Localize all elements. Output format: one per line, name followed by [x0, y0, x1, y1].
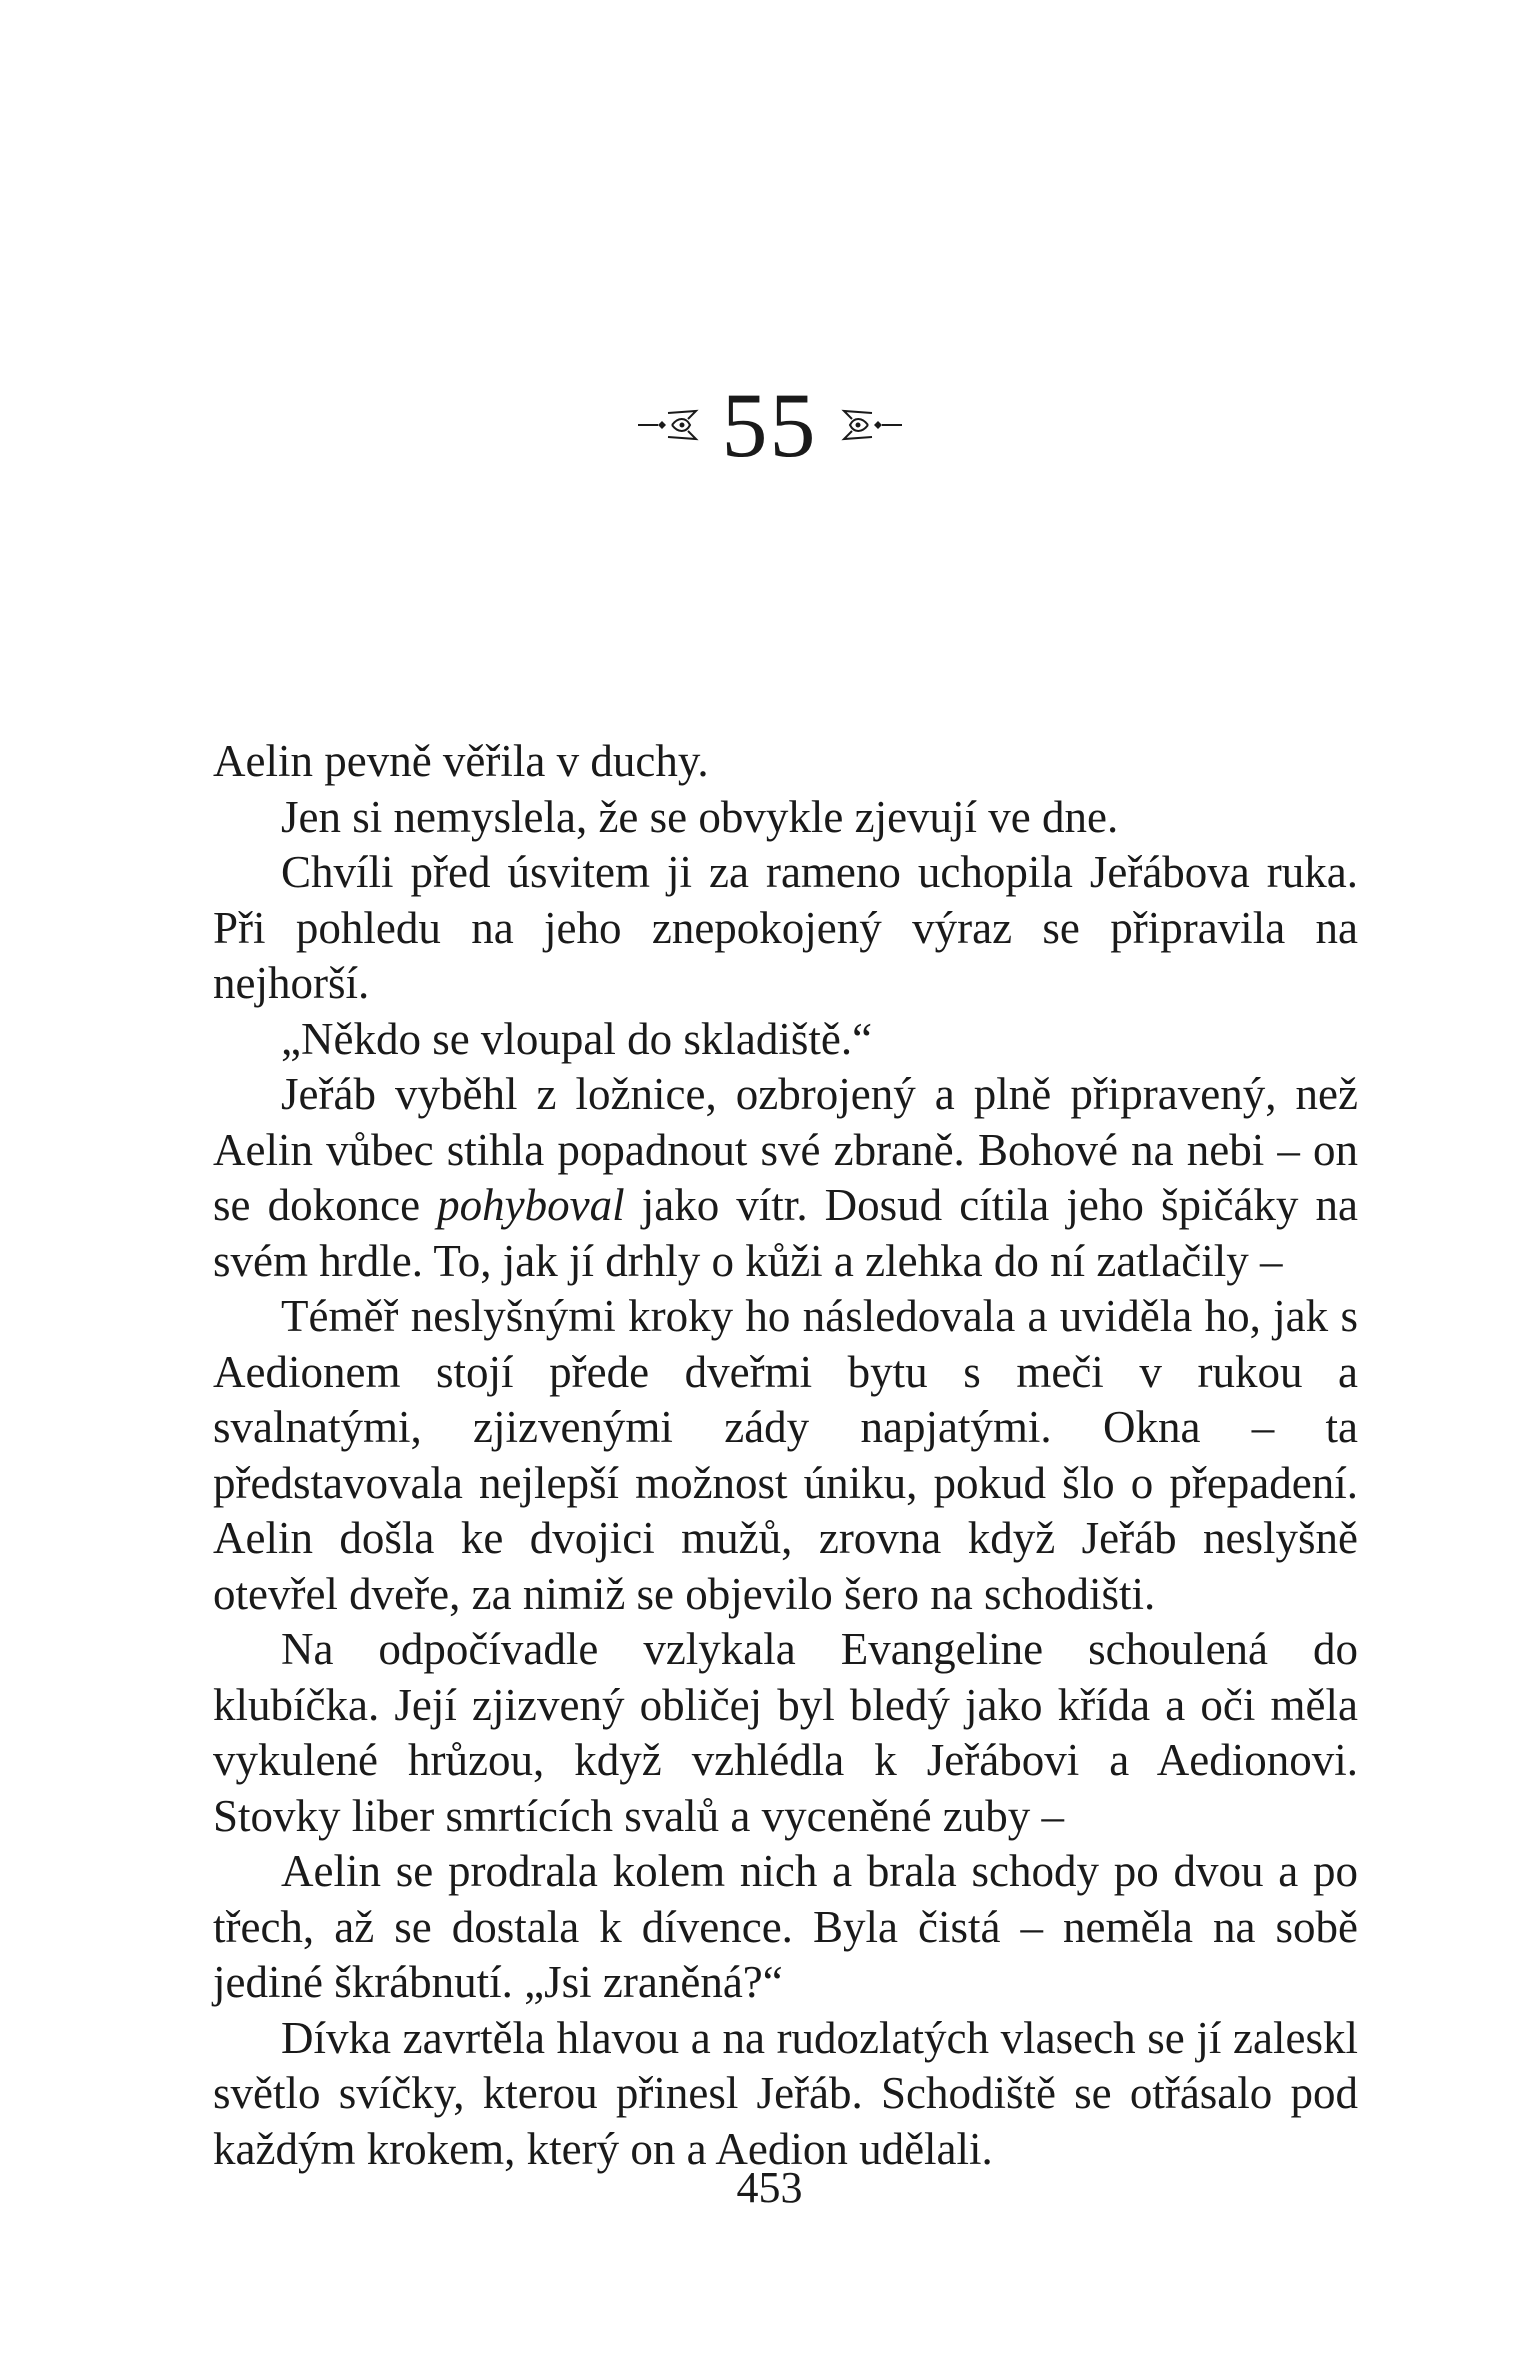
paragraph: Aelin pevně věřila v duchy. — [213, 736, 709, 786]
page-number: 453 — [736, 2163, 803, 2212]
left-flourish-icon — [636, 405, 700, 445]
chapter-number: 55 — [721, 374, 818, 476]
paragraph: „Někdo se vloupal do skladiště.“ — [281, 1013, 873, 1064]
paragraph: Dívka zavrtěla hlavou a na rudozlatých vlasech se jí zaleskl světlo svíčky, kterou přinesl Jeřáb. Schodiště se otřásalo pod každým krokem, který on a Aedion udělali. — [213, 2012, 1358, 2174]
right-flourish-icon — [840, 405, 904, 445]
paragraph: Chvíli před úsvitem ji za rameno uchopila Jeřábova ruka. Při pohledu na jeho znepokojený výraz se připravila na nejhorší. — [213, 847, 1358, 1008]
paragraph-text: Jeřáb vyběhl z ložnice, ozbrojený a plně připravený, než Aelin vůbec stihla popadnout své zbraně. Bohové na nebi – on se dokonce — [213, 1069, 1358, 1230]
emphasized-word: pohyboval — [437, 1180, 625, 1230]
paragraph: Jen si nemyslela, že se obvykle zjevují ve dne. — [281, 791, 1119, 842]
paragraph — [213, 1067, 1358, 1289]
paragraph: Na odpočívadle vzlykala Evangeline schoulená do klubíčka. Její zjizvený obličej byl bledý jako křída a oči měla vykulené hrůzou, když vzhlédla k Jeřábovi a Aedionovi. Stovky liber smrtících svalů a vyceněné zuby – — [213, 1624, 1358, 1841]
chapter-heading — [0, 370, 1539, 480]
body-text — [213, 734, 1358, 2177]
paragraph-text: jako vítr. Dosud cítila jeho špičáky na svém hrdle. To, jak jí drhly o kůži a zlehka do ní zatlačily – — [213, 1180, 1358, 1286]
paragraph: Aelin se prodrala kolem nich a brala schody po dvou a po třech, až se dostala k dívence. Byla čistá – neměla na sobě jediné škrábnutí. „Jsi zraněná?“ — [213, 1846, 1358, 2007]
paragraph: Téměř neslyšnými kroky ho následovala a uviděla ho, jak s Aedionem stojí přede dveřmi bytu s meči v rukou a svalnatými, zjizvenými zády napjatými. Okna – ta představovala nejlepší možnost úniku, pokud šlo o přepadení. Aelin došla ke dvojici mužů, zrovna když Jeřáb neslyšně otevřel dveře, za nimiž se objevilo šero na schodišti. — [213, 1291, 1358, 1619]
